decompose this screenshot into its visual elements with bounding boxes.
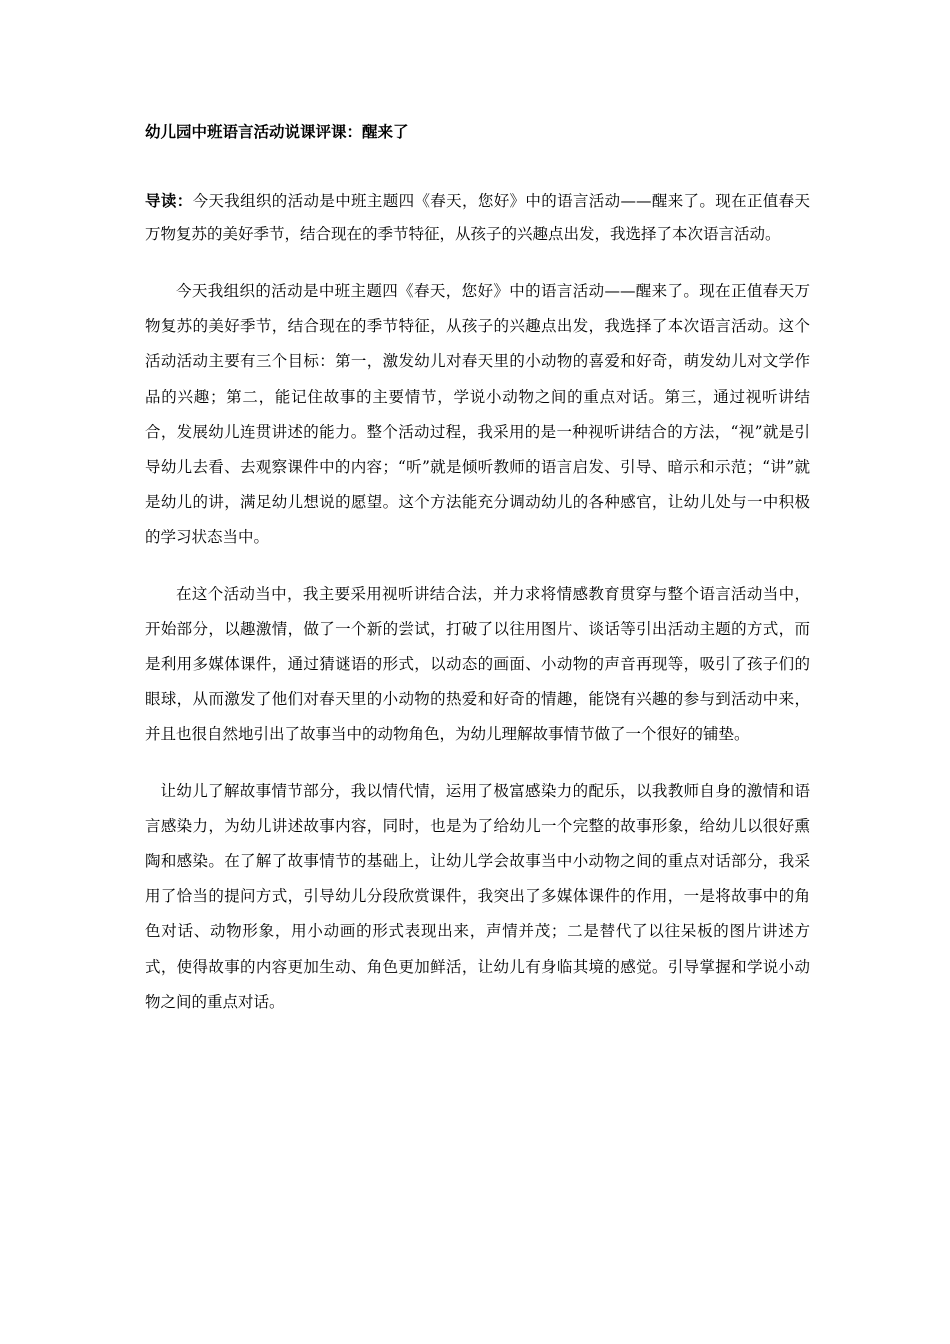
body-paragraph-2: 在这个活动当中，我主要采用视听讲结合法，并力求将情感教育贯穿与整个语言活动当中，开始部分，以趣激情，做了一个新的尝试，打破了以往用图片、谈话等引出活动主题的方式，而是利用多媒体课件，通过猜谜语的形式，以动态的画面、小动物的声音再现等，吸引了孩子们的眼球，从而激发了他们对春天里的小动物的热爱和好奇的情趣，能饶有兴趣的参与到活动中来，并且也很自然地引出了故事当中的动物角色，为幼儿理解故事情节做了一个很好的铺垫。 — [145, 584, 810, 744]
document-title: 幼儿园中班语言活动说课评课：醒来了 — [145, 123, 409, 141]
document-page — [145, 122, 810, 1041]
body-paragraph-3: 让幼儿了解故事情节部分，我以情代情，运用了极富感染力的配乐，以我教师自身的激情和语言感染力，为幼儿讲述故事内容，同时，也是为了给幼儿一个完整的故事形象，给幼儿以很好熏陶和感染。在了解了故事情节的基础上，让幼儿学会故事当中小动物之间的重点对话部分，我采用了恰当的提问方式，引导幼儿分段欣赏课件，我突出了多媒体课件的作用，一是将故事中的角色对话、动物形象，用小动画的形式表现出来，声情并茂；二是替代了以往呆板的图片讲述方式，使得故事的内容更加生动、角色更加鲜活，让幼儿有身临其境的感觉。引导掌握和学说小动物之间的重点对话。 — [145, 781, 810, 1011]
lead-label: 导读： — [145, 192, 193, 210]
lead-paragraph — [145, 185, 810, 251]
body-paragraph-1: 今天我组织的活动是中班主题四《春天，您好》中的语言活动——醒来了。现在正值春天万物复苏的美好季节，结合现在的季节特征，从孩子的兴趣点出发，我选择了本次语言活动。这个活动活动主要有三个目标：第一，激发幼儿对春天里的小动物的喜爱和好奇，萌发幼儿对文学作品的兴趣；第二，能记住故事的主要情节，学说小动物之间的重点对话。第三，通过视听讲结合，发展幼儿连贯讲述的能力。整个活动过程，我采用的是一种视听讲结合的方法，“视”就是引导幼儿去看、去观察课件中的内容；“听”就是倾听教师的语言启发、引导、暗示和示范；“讲”就是幼儿的讲，满足幼儿想说的愿望。这个方法能充分调动幼儿的各种感官，让幼儿处与一中积极的学习状态当中。 — [145, 282, 810, 547]
lead-text: 今天我组织的活动是中班主题四《春天，您好》中的语言活动——醒来了。现在正值春天万物复苏的美好季节，结合现在的季节特征，从孩子的兴趣点出发，我选择了本次语言活动。 — [145, 192, 810, 243]
